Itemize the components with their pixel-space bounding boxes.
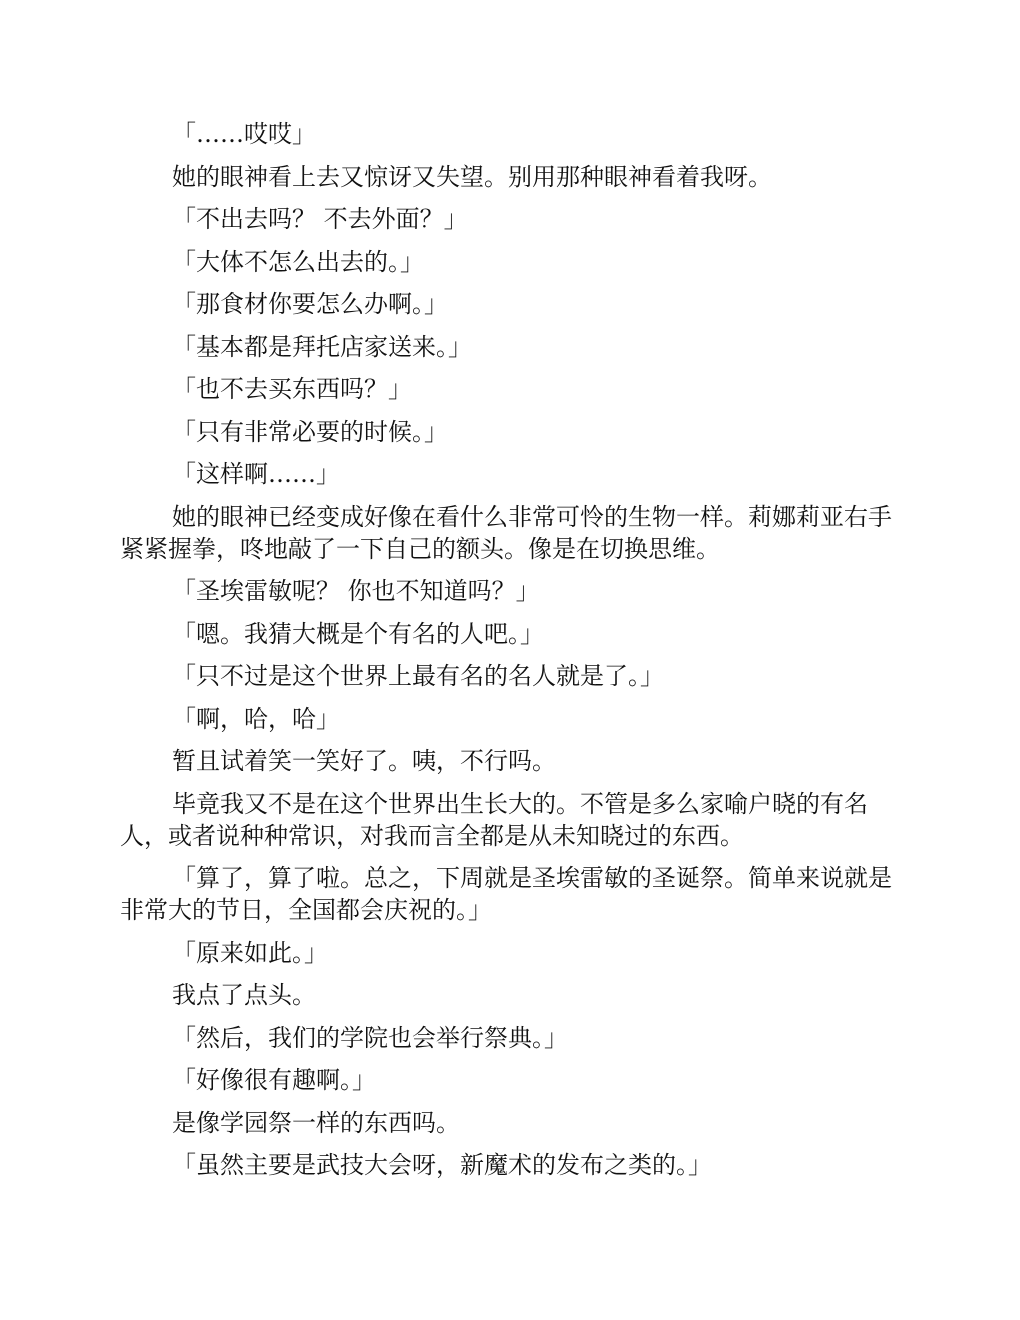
- paragraph: 「然后，我们的学院也会举行祭典。」: [172, 1023, 568, 1052]
- paragraph: 暂且试着笑一笑好了。咦，不行吗。: [172, 747, 556, 775]
- page-body: [120, 118, 900, 1192]
- paragraph: 「好像很有趣啊。」: [172, 1066, 376, 1094]
- paragraph: 「嗯。我猜大概是个有名的人吧。」: [172, 619, 544, 648]
- paragraph: 毕竟我又不是在这个世界出生长大的。不管是多么家喻户晓的有名人，或者说种种常识，对我而言全都是从未知晓过的东西。: [120, 789, 868, 850]
- paragraph: 是像学园祭一样的东西吗。: [172, 1108, 460, 1137]
- paragraph: 她的眼神看上去又惊讶又失望。别用那种眼神看着我呀。: [172, 162, 772, 191]
- paragraph: 「大体不怎么出去的。」: [172, 247, 424, 276]
- paragraph: 我点了点头。: [172, 981, 316, 1009]
- paragraph: 「……哎哎」: [172, 120, 316, 148]
- paragraph: 「那食材你要怎么办啊。」: [172, 290, 448, 318]
- paragraph: 「只不过是这个世界上最有名的名人就是了。」: [172, 662, 664, 690]
- paragraph: 她的眼神已经变成好像在看什么非常可怜的生物一样。莉娜莉亚右手紧紧握拳，咚地敲了一下自己的额头。像是在切换思维。: [120, 502, 892, 563]
- paragraph: 「只有非常必要的时候。」: [172, 417, 448, 446]
- paragraph: 「虽然主要是武技大会呀，新魔术的发布之类的。」: [172, 1151, 712, 1179]
- paragraph: 「也不去买东西吗？」: [172, 375, 412, 403]
- paragraph: 「这样啊……」: [172, 460, 340, 488]
- paragraph: 「不出去吗？ 不去外面？」: [172, 205, 468, 233]
- paragraph: 「啊，哈，哈」: [172, 704, 340, 733]
- paragraph: 「算了，算了啦。总之，下周就是圣埃雷敏的圣诞祭。简单来说就是非常大的节日，全国都会庆祝的。」: [120, 864, 892, 924]
- paragraph: 「圣埃雷敏呢？ 你也不知道吗？」: [172, 577, 540, 605]
- paragraph: 「基本都是拜托店家送来。」: [172, 332, 472, 361]
- paragraph: 「原来如此。」: [172, 938, 328, 967]
